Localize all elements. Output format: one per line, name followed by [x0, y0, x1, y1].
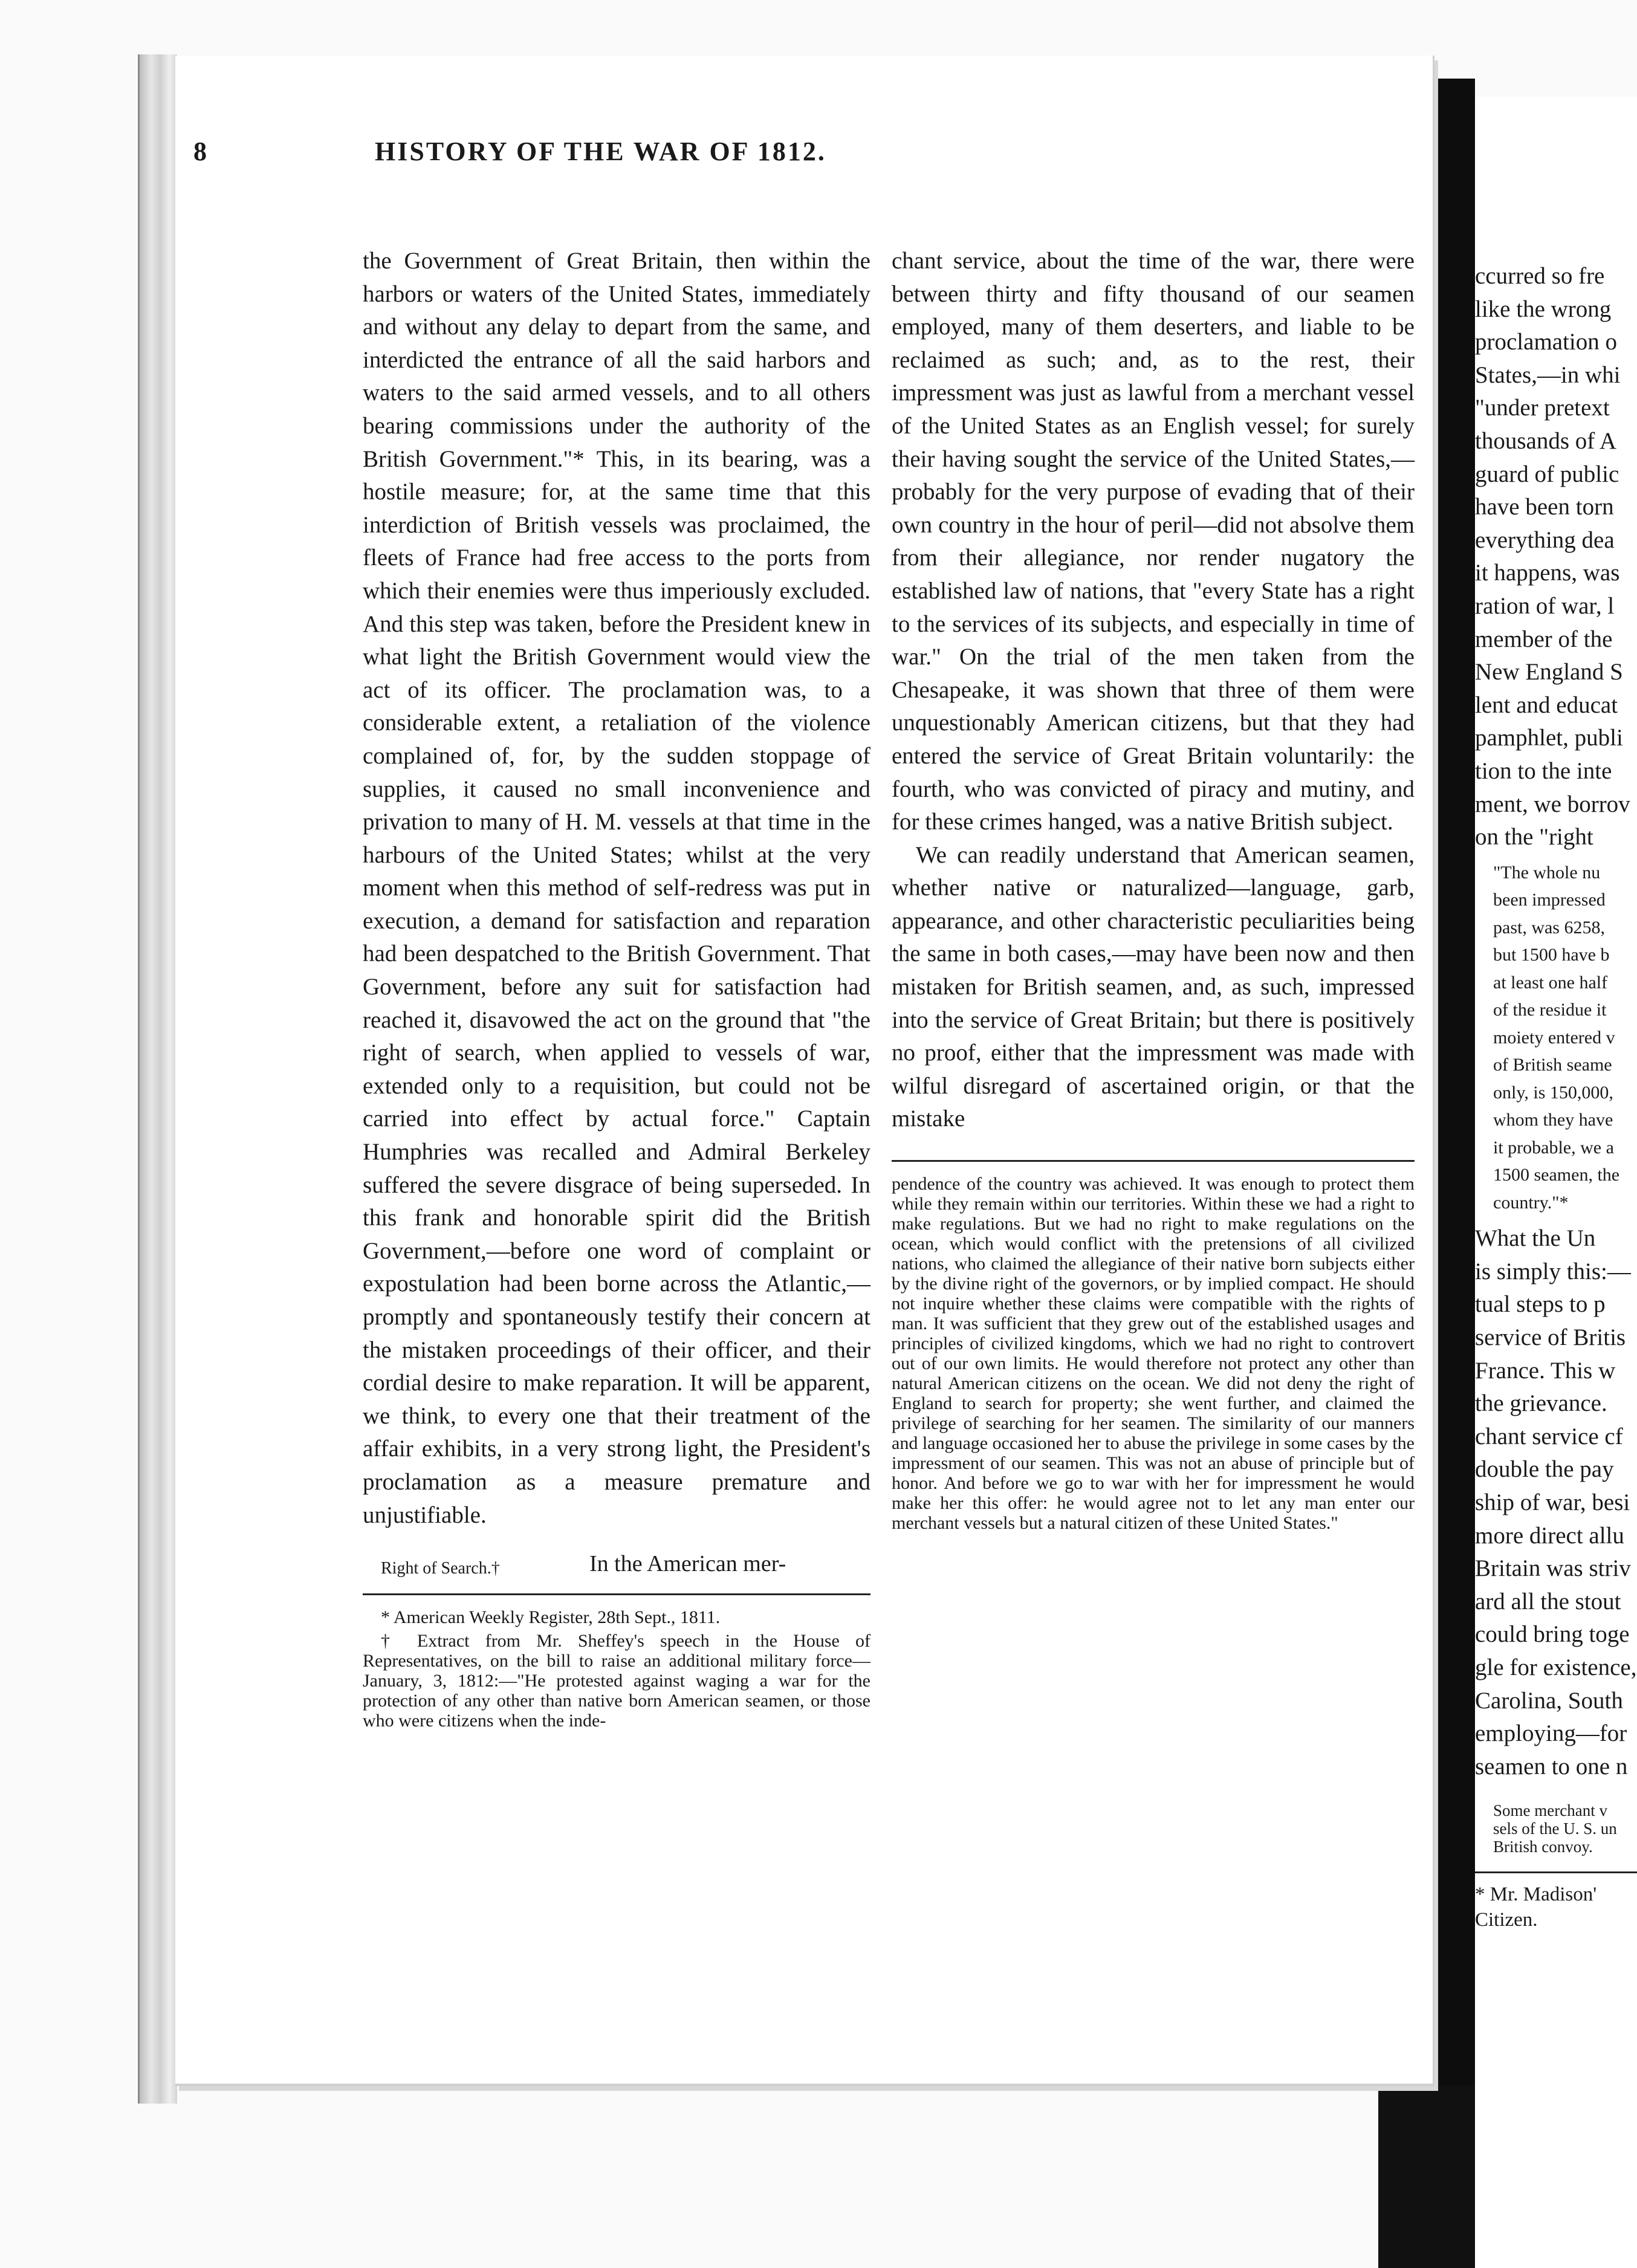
- next-page-quote-line: it probable, we a: [1493, 1137, 1614, 1158]
- next-page-footnote: [1475, 1882, 1637, 1933]
- next-page-quote-line: moiety entered v: [1493, 1027, 1615, 1048]
- next-page-quote-line: whom they have: [1493, 1110, 1613, 1130]
- next-page-line: lent and educat: [1475, 692, 1618, 718]
- next-page-side-line: British convoy.: [1493, 1838, 1593, 1856]
- next-page-quote: [1475, 859, 1637, 1217]
- footnote-rule: [892, 1160, 1415, 1162]
- footnote-sheffey-speech: † Extract from Mr. Sheffey's speech in the House of Representatives, on the bill to raise an additional military force—January, 3, 1812:—"He protested against waging a war for the protection of any other than native born American seamen, or those who were citizens when the inde-: [363, 1631, 870, 1731]
- next-page-line: the grievance.: [1475, 1390, 1607, 1417]
- next-page-line: States,—in whi: [1475, 361, 1621, 388]
- next-page-line: on the "right: [1475, 824, 1593, 850]
- middle-paragraph: chant service, about the time of the war, there were between thirty and fifty thousand of our seamen employed, many of them deserters, and liable to be reclaimed as such; and, as to the rest, their impressment was just as lawful from a merchant vessel of the United States as an English vessel; for surely their having sought the service of the United States,—probably for the very purpose of evading that of their own country in the hour of peril—did not absolve them from their allegiance, nor render nugatory the established law of nations, that "every State has a right to the services of its subjects, and especially in time of war." On the trial of the men taken from the Chesapeake, it was shown that three of them were unquestionably American citizens, but that they had entered the service of Great Britain voluntarily: the fourth, who was convicted of piracy and mutiny, and for these crimes hanged, was a native British subject.: [892, 248, 1415, 835]
- middle-footnotes: [892, 1174, 1415, 1533]
- next-page-footnote-rule: [1475, 1871, 1637, 1873]
- next-page-line: "under pretext: [1475, 395, 1610, 421]
- next-page-line: New England S: [1475, 659, 1623, 685]
- book-gutter-shadow: [1433, 79, 1475, 2268]
- next-page-fragment: [1475, 97, 1637, 2268]
- footnote-weekly-register: * American Weekly Register, 28th Sept., 1811.: [381, 1607, 721, 1628]
- next-page-column: [1475, 260, 1637, 1933]
- next-page-quote-line: of the residue it: [1493, 1000, 1607, 1020]
- next-page-quote-line: 1500 seamen, the: [1493, 1165, 1620, 1185]
- next-page-line: double the pay: [1475, 1456, 1614, 1483]
- next-page-foot-line: Citizen.: [1475, 1909, 1538, 1931]
- next-page-line: Carolina, South: [1475, 1687, 1623, 1714]
- next-page-line: have been torn: [1475, 494, 1614, 520]
- next-page-line: employing—for: [1475, 1720, 1627, 1747]
- next-page-line: What the Un: [1475, 1225, 1596, 1252]
- next-page-quote-line: of British seame: [1493, 1055, 1612, 1075]
- left-column: [363, 245, 870, 1734]
- next-page-foot-line: * Mr. Madison': [1475, 1884, 1597, 1906]
- next-page-line: ccurred so fre: [1475, 263, 1605, 289]
- next-page-line: guard of public: [1475, 461, 1619, 487]
- middle-paragraph: We can readily understand that American seamen, whether native or naturalized—language, garb, appearance, and other characteristic peculiarities being the same in both cases,—may have been now and then mistaken for British seamen, and, as such, impressed into the service of Great Britain; but there is positively no proof, either that the impressment was made with wilful disregard of ascertained origin, or that the mistake: [892, 841, 1415, 1132]
- next-page-sidenote: [1475, 1801, 1637, 1856]
- next-page-line: thousands of A: [1475, 427, 1616, 454]
- next-page-line: is simply this:—: [1475, 1258, 1631, 1285]
- scan-background: [1378, 2085, 1475, 2268]
- next-page-quote-line: but 1500 have b: [1493, 945, 1610, 965]
- left-footnotes: [363, 1607, 870, 1731]
- next-page-line: ard all the stout: [1475, 1588, 1621, 1615]
- footnote-continuation: pendence of the country was achieved. It was enough to protect them while they remain within our territories. Within these we had a right to make regulations. But we had no right to make regulations on the ocean, which would conflict with the pretensions of all civilized nations, who claimed the allegiance of their native born subjects either by the divine right of the governors, or by implied compact. He should not inquire whether these claims were compatible with the rights of man. It was sufficient that they grew out of the established usages and principles of civilized kingdoms, which we had no right to controvert out of our own limits. He would therefore not protect any other than natural American citizens on the ocean. We did not deny the right of England to search for property; she went further, and claimed the privilege of searching for her seamen. The similarity of our manners and language occasioned her to abuse the privilege in some cases by the impressment of our seamen. This was not an abuse of principle but of honor. And before we go to war with her for impressment he would make her this offer: he would agree not to let any man enter our merchant vessels but a natural citizen of these United States.": [892, 1174, 1415, 1534]
- next-page-line: tion to the inte: [1475, 757, 1612, 784]
- next-page-line: seamen to one n: [1475, 1753, 1628, 1780]
- next-page-line: ship of war, besi: [1475, 1489, 1630, 1515]
- next-page-line: Britain was striv: [1475, 1555, 1631, 1582]
- book-page-edges: [138, 54, 177, 2104]
- next-page-side-line: Some merchant v: [1493, 1801, 1607, 1820]
- middle-column: [892, 245, 1415, 1537]
- next-page-line: pamphlet, publi: [1475, 725, 1623, 751]
- next-page-line: ration of war, l: [1475, 592, 1615, 619]
- next-page-line: like the wrong: [1475, 296, 1612, 322]
- next-page-line: France. This w: [1475, 1357, 1616, 1384]
- sidenote-right-of-search: Right of Search.†: [381, 1559, 500, 1578]
- footnote-rule: [363, 1593, 870, 1595]
- next-page-lines-after: [1475, 1222, 1637, 1783]
- next-page-line: chant service cf: [1475, 1423, 1623, 1450]
- next-page-quote-line: at least one half: [1493, 972, 1608, 993]
- sidenote-row: [363, 1547, 870, 1580]
- next-page-lines: [1475, 260, 1637, 854]
- next-page-line: proclamation o: [1475, 329, 1618, 355]
- running-head: [193, 136, 1143, 178]
- next-page-line: member of the: [1475, 626, 1613, 652]
- next-page-line: could bring toge: [1475, 1621, 1630, 1648]
- next-page-line: tual steps to p: [1475, 1291, 1606, 1318]
- next-page-line: service of Britis: [1475, 1324, 1626, 1350]
- page-number: 8: [193, 137, 207, 166]
- next-page-quote-line: "The whole nu: [1493, 862, 1601, 883]
- running-title: HISTORY OF THE WAR OF 1812.: [375, 137, 826, 166]
- next-page-line: everything dea: [1475, 526, 1615, 553]
- middle-body-text: [892, 245, 1415, 1136]
- left-body-text: [363, 245, 870, 1532]
- next-page-line: it happens, was: [1475, 560, 1620, 586]
- next-page-quote-line: country."*: [1493, 1192, 1569, 1213]
- next-page-quote-line: been impressed: [1493, 890, 1606, 910]
- next-page-line: ment, we borrov: [1475, 791, 1630, 817]
- next-page-line: more direct allu: [1475, 1522, 1624, 1549]
- next-page-side-line: sels of the U. S. un: [1493, 1819, 1617, 1838]
- next-page-quote-line: past, was 6258,: [1493, 917, 1605, 938]
- next-page-line: gle for existence,: [1475, 1654, 1637, 1680]
- next-page-quote-line: only, is 150,000,: [1493, 1082, 1613, 1103]
- left-paragraph: the Government of Great Britain, then within the harbors or waters of the United States, immediately and without any delay to depart from the same, and interdicted the entrance of all the said harbors and waters to the said armed vessels, and to all others bearing commissions under the authority of the British Government."* This, in its bearing, was a hostile measure; for, at the same time that this interdiction of British vessels was proclaimed, the fleets of France had free access to the ports from which their enemies were thus imperiously excluded. And this step was taken, before the President knew in what light the British Government would view the act of its officer. The proclamation was, to a considerable extent, a retaliation of the violence complained of, for, by the sudden stoppage of supplies, it caused no small inconvenience and privation to many of H. M. vessels at that time in the harbours of the United States; whilst at the very moment when this method of self-redress was put in execution, a demand for satisfaction and reparation had been despatched to the British Government. That Government, before any suit for satisfaction had reached it, disavowed the act on the ground that "the right of search, when applied to vessels of war, extended only to a requisition, but could not be carried into effect by actual force." Captain Humphries was recalled and Admiral Berkeley suffered the severe disgrace of being superseded. In this frank and honorable spirit did the British Government,—before one word of complaint or expostulation had been borne across the Atlantic,—promptly and spontaneously testify their concern at the mistaken proceedings of their officer, and their cordial desire to make reparation. It will be apparent, we think, to every one that their treatment of the affair exhibits, in a very strong light, the President's proclamation as a measure premature and unjustifiable.: [363, 248, 870, 1528]
- sidenote-continuation: In the American mer-: [589, 1551, 786, 1577]
